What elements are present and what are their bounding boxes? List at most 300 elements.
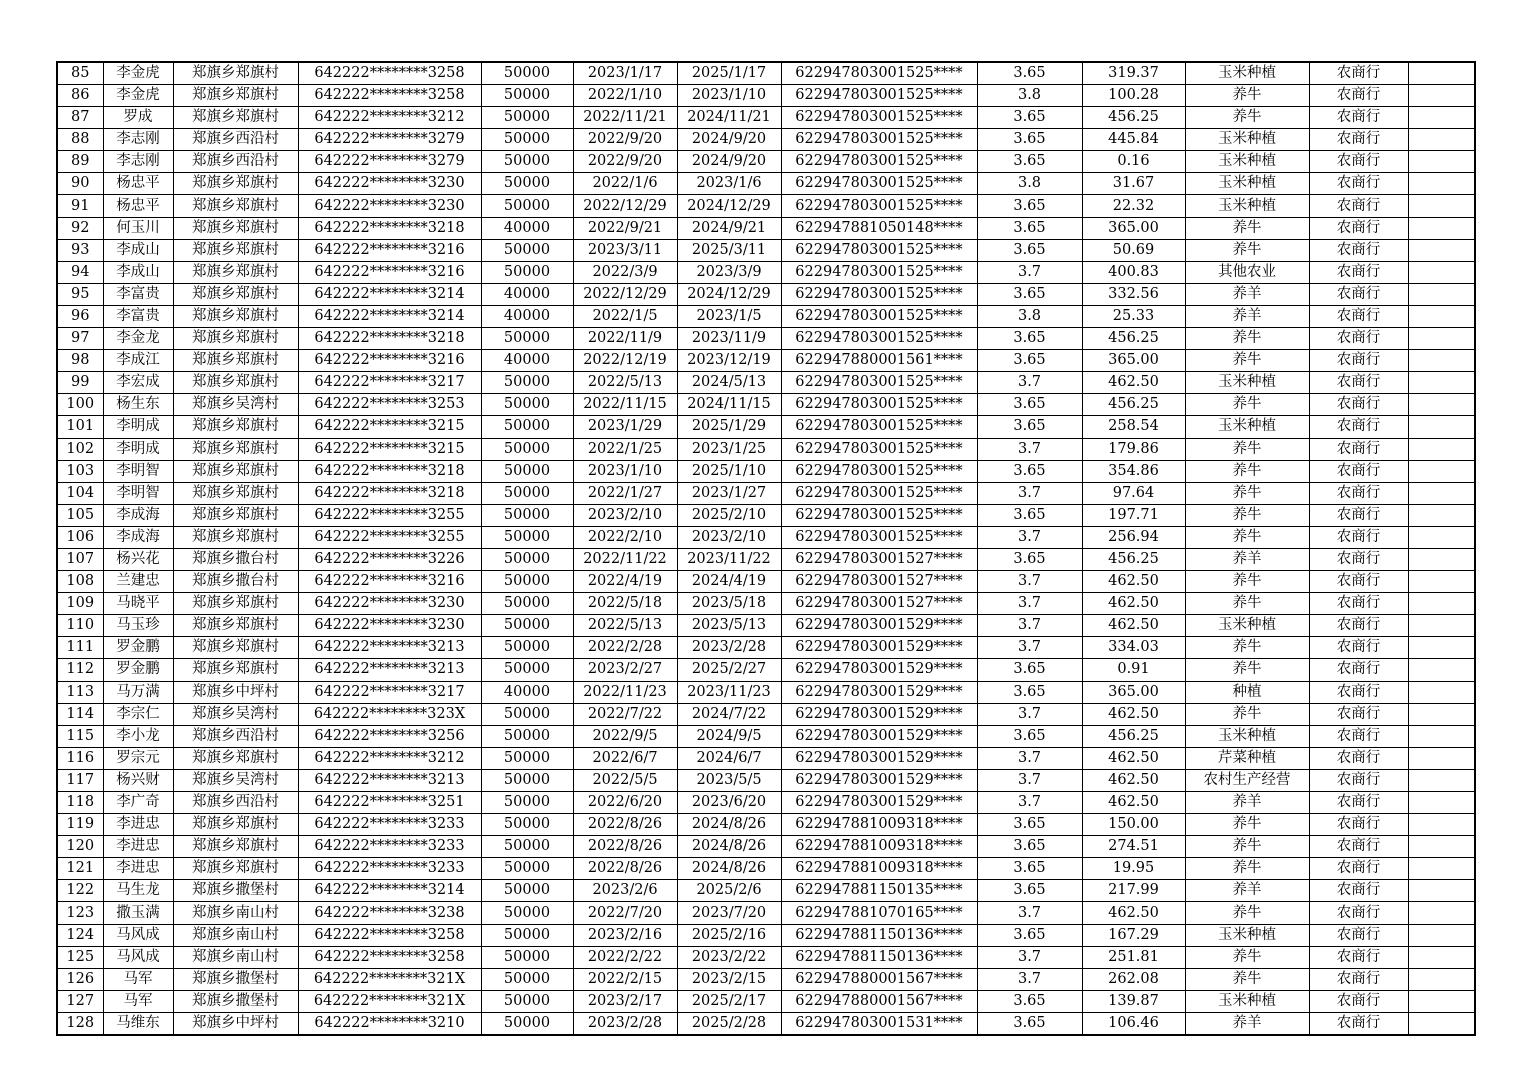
interest-rate-cell: 3.7 — [977, 968, 1082, 990]
start-date-cell: 2022/9/20 — [573, 129, 677, 151]
loan-purpose-cell: 玉米种植 — [1185, 725, 1309, 747]
start-date-cell: 2022/1/10 — [573, 85, 677, 107]
table-row — [57, 858, 1475, 880]
id-number-cell: 642222********3218 — [298, 482, 481, 504]
interest-amount-cell: 462.50 — [1082, 769, 1185, 791]
end-date-cell: 2025/2/6 — [677, 880, 781, 902]
interest-rate-cell: 3.65 — [977, 990, 1082, 1012]
row-number-cell: 125 — [57, 946, 103, 968]
remark-cell — [1408, 968, 1475, 990]
bank-cell: 农商行 — [1309, 62, 1408, 85]
interest-rate-cell: 3.65 — [977, 504, 1082, 526]
id-number-cell: 642222********3215 — [298, 438, 481, 460]
account-number-cell: 622947803001525**** — [781, 460, 977, 482]
table-row — [57, 107, 1475, 129]
id-number-cell: 642222********3258 — [298, 62, 481, 85]
row-number-cell: 97 — [57, 328, 103, 350]
borrower-name-cell: 罗金鹏 — [103, 659, 173, 681]
interest-amount-cell: 217.99 — [1082, 880, 1185, 902]
table-row — [57, 637, 1475, 659]
village-cell: 郑旗乡郑旗村 — [173, 482, 298, 504]
village-cell: 郑旗乡吴湾村 — [173, 394, 298, 416]
interest-amount-cell: 100.28 — [1082, 85, 1185, 107]
remark-cell — [1408, 858, 1475, 880]
interest-rate-cell: 3.65 — [977, 416, 1082, 438]
start-date-cell: 2022/6/7 — [573, 747, 677, 769]
account-number-cell: 622947881009318**** — [781, 836, 977, 858]
start-date-cell: 2023/1/10 — [573, 460, 677, 482]
loan-purpose-cell: 养牛 — [1185, 504, 1309, 526]
row-number-cell: 119 — [57, 814, 103, 836]
borrower-name-cell: 马晓平 — [103, 593, 173, 615]
bank-cell: 农商行 — [1309, 814, 1408, 836]
account-number-cell: 622947803001527**** — [781, 571, 977, 593]
loan-purpose-cell: 养羊 — [1185, 792, 1309, 814]
id-number-cell: 642222********3230 — [298, 593, 481, 615]
borrower-name-cell: 李广奇 — [103, 792, 173, 814]
bank-cell: 农商行 — [1309, 239, 1408, 261]
id-number-cell: 642222********3216 — [298, 261, 481, 283]
remark-cell — [1408, 261, 1475, 283]
borrower-name-cell: 李进忠 — [103, 814, 173, 836]
remark-cell — [1408, 659, 1475, 681]
row-number-cell: 87 — [57, 107, 103, 129]
village-cell: 郑旗乡南山村 — [173, 946, 298, 968]
bank-cell: 农商行 — [1309, 173, 1408, 195]
loan-amount-cell: 50000 — [481, 858, 573, 880]
row-number-cell: 126 — [57, 968, 103, 990]
interest-rate-cell: 3.7 — [977, 769, 1082, 791]
account-number-cell: 622947881150136**** — [781, 946, 977, 968]
row-number-cell: 88 — [57, 129, 103, 151]
loan-purpose-cell: 养牛 — [1185, 526, 1309, 548]
id-number-cell: 642222********3226 — [298, 548, 481, 570]
account-number-cell: 622947881070165**** — [781, 902, 977, 924]
village-cell: 郑旗乡郑旗村 — [173, 107, 298, 129]
loan-purpose-cell: 养羊 — [1185, 1012, 1309, 1035]
remark-cell — [1408, 593, 1475, 615]
table-row — [57, 85, 1475, 107]
borrower-name-cell: 李明成 — [103, 438, 173, 460]
borrower-name-cell: 马维东 — [103, 1012, 173, 1035]
remark-cell — [1408, 526, 1475, 548]
end-date-cell: 2023/2/10 — [677, 526, 781, 548]
interest-amount-cell: 179.86 — [1082, 438, 1185, 460]
end-date-cell: 2024/7/22 — [677, 703, 781, 725]
remark-cell — [1408, 62, 1475, 85]
row-number-cell: 123 — [57, 902, 103, 924]
table-row — [57, 372, 1475, 394]
bank-cell: 农商行 — [1309, 571, 1408, 593]
account-number-cell: 622947803001529**** — [781, 659, 977, 681]
loan-amount-cell: 50000 — [481, 747, 573, 769]
row-number-cell: 92 — [57, 217, 103, 239]
account-number-cell: 622947803001525**** — [781, 394, 977, 416]
village-cell: 郑旗乡郑旗村 — [173, 283, 298, 305]
table-row — [57, 946, 1475, 968]
row-number-cell: 117 — [57, 769, 103, 791]
table-row — [57, 615, 1475, 637]
table-row — [57, 703, 1475, 725]
bank-cell: 农商行 — [1309, 858, 1408, 880]
interest-rate-cell: 3.7 — [977, 902, 1082, 924]
end-date-cell: 2023/5/5 — [677, 769, 781, 791]
table-row — [57, 261, 1475, 283]
id-number-cell: 642222********3258 — [298, 85, 481, 107]
row-number-cell: 124 — [57, 924, 103, 946]
loan-purpose-cell: 芹菜种植 — [1185, 747, 1309, 769]
account-number-cell: 622947803001525**** — [781, 283, 977, 305]
bank-cell: 农商行 — [1309, 394, 1408, 416]
loan-amount-cell: 50000 — [481, 946, 573, 968]
interest-amount-cell: 334.03 — [1082, 637, 1185, 659]
start-date-cell: 2023/2/6 — [573, 880, 677, 902]
interest-rate-cell: 3.65 — [977, 283, 1082, 305]
row-number-cell: 106 — [57, 526, 103, 548]
end-date-cell: 2025/2/10 — [677, 504, 781, 526]
interest-amount-cell: 150.00 — [1082, 814, 1185, 836]
account-number-cell: 622947803001525**** — [781, 107, 977, 129]
row-number-cell: 96 — [57, 305, 103, 327]
loan-amount-cell: 50000 — [481, 129, 573, 151]
loan-purpose-cell: 其他农业 — [1185, 261, 1309, 283]
loan-amount-cell: 50000 — [481, 725, 573, 747]
loan-purpose-cell: 玉米种植 — [1185, 416, 1309, 438]
remark-cell — [1408, 725, 1475, 747]
account-number-cell: 622947803001529**** — [781, 681, 977, 703]
account-number-cell: 622947803001525**** — [781, 416, 977, 438]
end-date-cell: 2025/2/16 — [677, 924, 781, 946]
start-date-cell: 2022/6/20 — [573, 792, 677, 814]
end-date-cell: 2023/3/9 — [677, 261, 781, 283]
loan-purpose-cell: 养羊 — [1185, 283, 1309, 305]
interest-rate-cell: 3.65 — [977, 681, 1082, 703]
remark-cell — [1408, 129, 1475, 151]
account-number-cell: 622947803001529**** — [781, 637, 977, 659]
account-number-cell: 622947803001527**** — [781, 548, 977, 570]
table-row — [57, 990, 1475, 1012]
borrower-name-cell: 李明智 — [103, 460, 173, 482]
end-date-cell: 2023/11/9 — [677, 328, 781, 350]
table-row — [57, 526, 1475, 548]
interest-rate-cell: 3.8 — [977, 173, 1082, 195]
bank-cell: 农商行 — [1309, 769, 1408, 791]
start-date-cell: 2022/11/15 — [573, 394, 677, 416]
end-date-cell: 2023/6/20 — [677, 792, 781, 814]
interest-amount-cell: 139.87 — [1082, 990, 1185, 1012]
interest-amount-cell: 462.50 — [1082, 792, 1185, 814]
bank-cell: 农商行 — [1309, 350, 1408, 372]
account-number-cell: 622947803001525**** — [781, 526, 977, 548]
table-row — [57, 836, 1475, 858]
village-cell: 郑旗乡郑旗村 — [173, 239, 298, 261]
end-date-cell: 2025/2/17 — [677, 990, 781, 1012]
loan-amount-cell: 50000 — [481, 261, 573, 283]
start-date-cell: 2022/1/27 — [573, 482, 677, 504]
loan-amount-cell: 50000 — [481, 593, 573, 615]
remark-cell — [1408, 946, 1475, 968]
account-number-cell: 622947803001529**** — [781, 615, 977, 637]
remark-cell — [1408, 305, 1475, 327]
village-cell: 郑旗乡郑旗村 — [173, 350, 298, 372]
account-number-cell: 622947803001525**** — [781, 438, 977, 460]
village-cell: 郑旗乡中坪村 — [173, 1012, 298, 1035]
loan-amount-cell: 50000 — [481, 924, 573, 946]
start-date-cell: 2022/1/25 — [573, 438, 677, 460]
id-number-cell: 642222********3255 — [298, 526, 481, 548]
id-number-cell: 642222********3233 — [298, 836, 481, 858]
start-date-cell: 2022/2/22 — [573, 946, 677, 968]
end-date-cell: 2024/12/29 — [677, 195, 781, 217]
account-number-cell: 622947880001567**** — [781, 968, 977, 990]
remark-cell — [1408, 151, 1475, 173]
row-number-cell: 94 — [57, 261, 103, 283]
loan-amount-cell: 50000 — [481, 836, 573, 858]
id-number-cell: 642222********3238 — [298, 902, 481, 924]
loan-purpose-cell: 养牛 — [1185, 593, 1309, 615]
remark-cell — [1408, 195, 1475, 217]
end-date-cell: 2024/9/21 — [677, 217, 781, 239]
account-number-cell: 622947803001531**** — [781, 1012, 977, 1035]
interest-rate-cell: 3.7 — [977, 593, 1082, 615]
borrower-name-cell: 兰建忠 — [103, 571, 173, 593]
end-date-cell: 2024/4/19 — [677, 571, 781, 593]
id-number-cell: 642222********3255 — [298, 504, 481, 526]
interest-rate-cell: 3.7 — [977, 792, 1082, 814]
interest-amount-cell: 167.29 — [1082, 924, 1185, 946]
loan-amount-cell: 50000 — [481, 372, 573, 394]
id-number-cell: 642222********3213 — [298, 769, 481, 791]
interest-amount-cell: 456.25 — [1082, 548, 1185, 570]
interest-rate-cell: 3.65 — [977, 880, 1082, 902]
account-number-cell: 622947803001525**** — [781, 129, 977, 151]
interest-rate-cell: 3.65 — [977, 836, 1082, 858]
village-cell: 郑旗乡郑旗村 — [173, 305, 298, 327]
row-number-cell: 128 — [57, 1012, 103, 1035]
id-number-cell: 642222********3230 — [298, 615, 481, 637]
interest-rate-cell: 3.65 — [977, 548, 1082, 570]
bank-cell: 农商行 — [1309, 946, 1408, 968]
row-number-cell: 112 — [57, 659, 103, 681]
interest-rate-cell: 3.65 — [977, 394, 1082, 416]
village-cell: 郑旗乡郑旗村 — [173, 659, 298, 681]
id-number-cell: 642222********3213 — [298, 637, 481, 659]
account-number-cell: 622947881009318**** — [781, 814, 977, 836]
id-number-cell: 642222********3216 — [298, 239, 481, 261]
loan-purpose-cell: 养牛 — [1185, 836, 1309, 858]
row-number-cell: 121 — [57, 858, 103, 880]
bank-cell: 农商行 — [1309, 195, 1408, 217]
interest-rate-cell: 3.7 — [977, 571, 1082, 593]
borrower-name-cell: 李成海 — [103, 526, 173, 548]
start-date-cell: 2022/5/18 — [573, 593, 677, 615]
id-number-cell: 642222********3233 — [298, 814, 481, 836]
interest-rate-cell: 3.7 — [977, 747, 1082, 769]
borrower-name-cell: 杨兴花 — [103, 548, 173, 570]
loan-purpose-cell: 养牛 — [1185, 571, 1309, 593]
bank-cell: 农商行 — [1309, 482, 1408, 504]
table-row — [57, 814, 1475, 836]
id-number-cell: 642222********3251 — [298, 792, 481, 814]
start-date-cell: 2022/3/9 — [573, 261, 677, 283]
loan-purpose-cell: 养羊 — [1185, 548, 1309, 570]
remark-cell — [1408, 504, 1475, 526]
end-date-cell: 2023/1/25 — [677, 438, 781, 460]
start-date-cell: 2023/2/27 — [573, 659, 677, 681]
end-date-cell: 2025/1/29 — [677, 416, 781, 438]
table-row — [57, 968, 1475, 990]
village-cell: 郑旗乡西沿村 — [173, 792, 298, 814]
borrower-name-cell: 李成山 — [103, 261, 173, 283]
interest-amount-cell: 97.64 — [1082, 482, 1185, 504]
start-date-cell: 2022/12/29 — [573, 283, 677, 305]
village-cell: 郑旗乡南山村 — [173, 902, 298, 924]
start-date-cell: 2022/7/22 — [573, 703, 677, 725]
borrower-name-cell: 李志刚 — [103, 129, 173, 151]
start-date-cell: 2023/1/29 — [573, 416, 677, 438]
account-number-cell: 622947803001525**** — [781, 62, 977, 85]
loan-purpose-cell: 养牛 — [1185, 107, 1309, 129]
start-date-cell: 2022/5/5 — [573, 769, 677, 791]
interest-rate-cell: 3.65 — [977, 107, 1082, 129]
loan-amount-cell: 40000 — [481, 305, 573, 327]
village-cell: 郑旗乡郑旗村 — [173, 615, 298, 637]
end-date-cell: 2023/2/28 — [677, 637, 781, 659]
village-cell: 郑旗乡撒堡村 — [173, 968, 298, 990]
loan-purpose-cell: 玉米种植 — [1185, 129, 1309, 151]
remark-cell — [1408, 372, 1475, 394]
account-number-cell: 622947803001529**** — [781, 769, 977, 791]
table-row — [57, 438, 1475, 460]
id-number-cell: 642222********3216 — [298, 571, 481, 593]
table-row — [57, 747, 1475, 769]
loan-amount-cell: 50000 — [481, 902, 573, 924]
bank-cell: 农商行 — [1309, 305, 1408, 327]
loan-amount-cell: 50000 — [481, 85, 573, 107]
interest-amount-cell: 0.91 — [1082, 659, 1185, 681]
loan-purpose-cell: 养牛 — [1185, 239, 1309, 261]
start-date-cell: 2022/4/19 — [573, 571, 677, 593]
interest-amount-cell: 197.71 — [1082, 504, 1185, 526]
row-number-cell: 113 — [57, 681, 103, 703]
row-number-cell: 103 — [57, 460, 103, 482]
interest-amount-cell: 456.25 — [1082, 725, 1185, 747]
id-number-cell: 642222********3258 — [298, 946, 481, 968]
village-cell: 郑旗乡郑旗村 — [173, 836, 298, 858]
start-date-cell: 2022/9/5 — [573, 725, 677, 747]
bank-cell: 农商行 — [1309, 328, 1408, 350]
table-row — [57, 482, 1475, 504]
row-number-cell: 101 — [57, 416, 103, 438]
bank-cell: 农商行 — [1309, 283, 1408, 305]
interest-amount-cell: 262.08 — [1082, 968, 1185, 990]
interest-amount-cell: 462.50 — [1082, 615, 1185, 637]
table-row — [57, 173, 1475, 195]
interest-amount-cell: 258.54 — [1082, 416, 1185, 438]
remark-cell — [1408, 283, 1475, 305]
end-date-cell: 2023/1/10 — [677, 85, 781, 107]
start-date-cell: 2022/8/26 — [573, 836, 677, 858]
loan-amount-cell: 50000 — [481, 769, 573, 791]
end-date-cell: 2024/5/13 — [677, 372, 781, 394]
end-date-cell: 2023/5/13 — [677, 615, 781, 637]
row-number-cell: 105 — [57, 504, 103, 526]
account-number-cell: 622947880001561**** — [781, 350, 977, 372]
bank-cell: 农商行 — [1309, 372, 1408, 394]
loan-amount-cell: 50000 — [481, 1012, 573, 1035]
account-number-cell: 622947803001525**** — [781, 482, 977, 504]
bank-cell: 农商行 — [1309, 615, 1408, 637]
borrower-name-cell: 杨忠平 — [103, 195, 173, 217]
loan-purpose-cell: 玉米种植 — [1185, 195, 1309, 217]
loan-purpose-cell: 玉米种植 — [1185, 615, 1309, 637]
borrower-name-cell: 李金虎 — [103, 62, 173, 85]
table-row — [57, 681, 1475, 703]
interest-rate-cell: 3.7 — [977, 615, 1082, 637]
table-row — [57, 195, 1475, 217]
account-number-cell: 622947803001525**** — [781, 195, 977, 217]
interest-rate-cell: 3.65 — [977, 1012, 1082, 1035]
borrower-name-cell: 杨生东 — [103, 394, 173, 416]
table-row — [57, 659, 1475, 681]
end-date-cell: 2023/1/27 — [677, 482, 781, 504]
village-cell: 郑旗乡郑旗村 — [173, 814, 298, 836]
interest-rate-cell: 3.65 — [977, 350, 1082, 372]
start-date-cell: 2022/9/20 — [573, 151, 677, 173]
account-number-cell: 622947880001567**** — [781, 990, 977, 1012]
start-date-cell: 2022/9/21 — [573, 217, 677, 239]
table-row — [57, 305, 1475, 327]
loan-amount-cell: 50000 — [481, 460, 573, 482]
end-date-cell: 2024/8/26 — [677, 858, 781, 880]
end-date-cell: 2024/11/15 — [677, 394, 781, 416]
id-number-cell: 642222********323X — [298, 703, 481, 725]
village-cell: 郑旗乡郑旗村 — [173, 416, 298, 438]
village-cell: 郑旗乡撒台村 — [173, 548, 298, 570]
interest-amount-cell: 332.56 — [1082, 283, 1185, 305]
end-date-cell: 2025/2/27 — [677, 659, 781, 681]
village-cell: 郑旗乡郑旗村 — [173, 504, 298, 526]
village-cell: 郑旗乡撒堡村 — [173, 990, 298, 1012]
remark-cell — [1408, 836, 1475, 858]
table-row — [57, 62, 1475, 85]
interest-amount-cell: 365.00 — [1082, 350, 1185, 372]
start-date-cell: 2023/1/17 — [573, 62, 677, 85]
table-row — [57, 924, 1475, 946]
start-date-cell: 2022/11/9 — [573, 328, 677, 350]
borrower-name-cell: 何玉川 — [103, 217, 173, 239]
loan-purpose-cell: 养牛 — [1185, 858, 1309, 880]
id-number-cell: 642222********3218 — [298, 217, 481, 239]
account-number-cell: 622947803001525**** — [781, 173, 977, 195]
borrower-name-cell: 马军 — [103, 968, 173, 990]
start-date-cell: 2022/1/5 — [573, 305, 677, 327]
end-date-cell: 2023/12/19 — [677, 350, 781, 372]
account-number-cell: 622947803001527**** — [781, 593, 977, 615]
interest-amount-cell: 400.83 — [1082, 261, 1185, 283]
end-date-cell: 2025/1/17 — [677, 62, 781, 85]
end-date-cell: 2024/12/29 — [677, 283, 781, 305]
row-number-cell: 91 — [57, 195, 103, 217]
village-cell: 郑旗乡郑旗村 — [173, 261, 298, 283]
village-cell: 郑旗乡郑旗村 — [173, 217, 298, 239]
row-number-cell: 111 — [57, 637, 103, 659]
remark-cell — [1408, 990, 1475, 1012]
remark-cell — [1408, 239, 1475, 261]
loan-amount-cell: 50000 — [481, 571, 573, 593]
loan-purpose-cell: 养牛 — [1185, 350, 1309, 372]
end-date-cell: 2024/9/20 — [677, 151, 781, 173]
